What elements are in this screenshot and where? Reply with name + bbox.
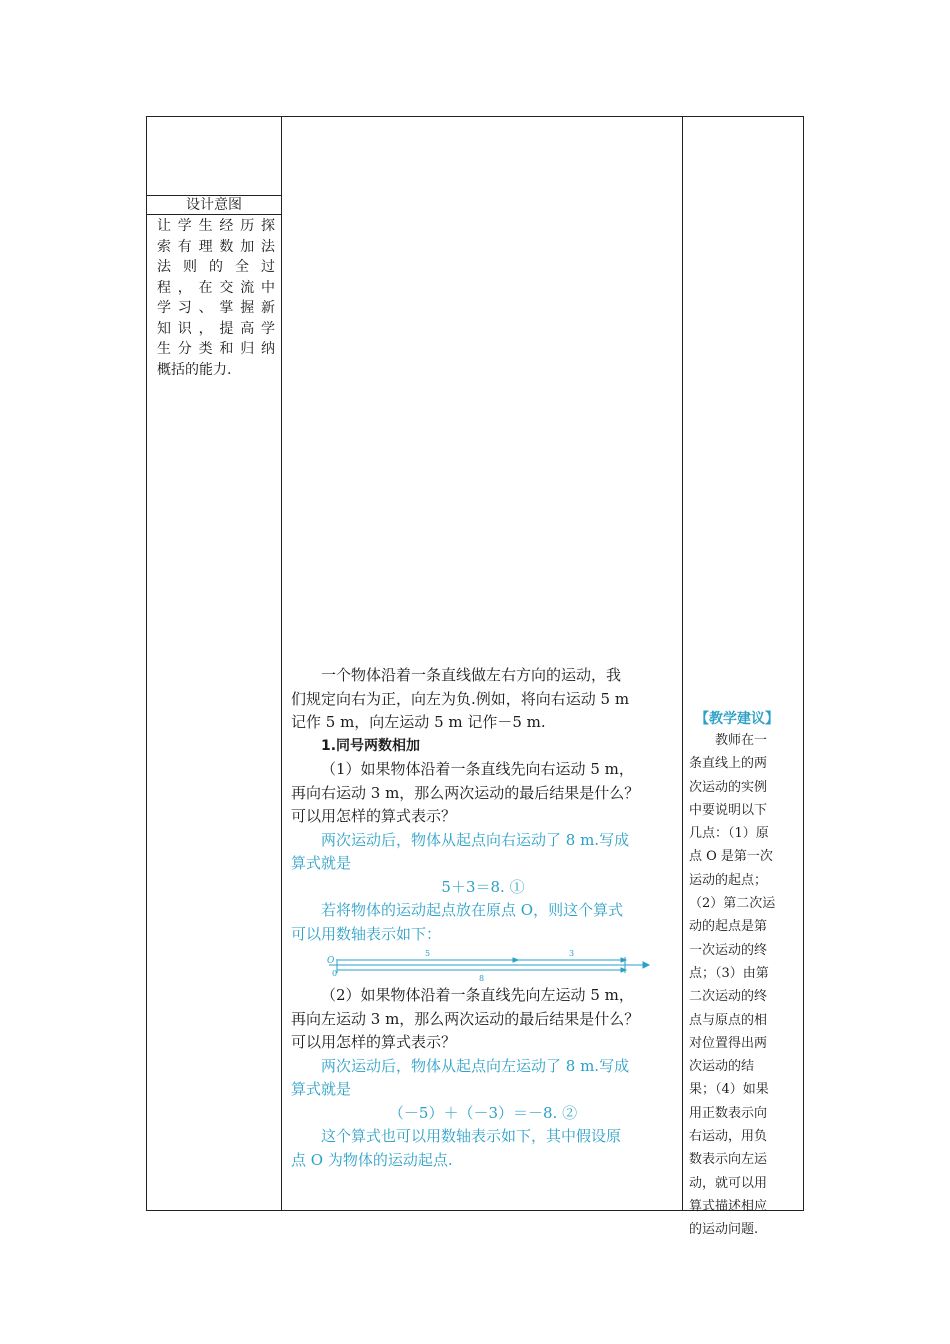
column-divider-right	[682, 117, 683, 1210]
tip-line: 运动的起点；	[689, 872, 768, 888]
tip-line: 用正数表示向	[689, 1105, 768, 1121]
segment-5-label: 5	[425, 949, 431, 958]
tip-line: 算式描述相应	[689, 1198, 768, 1214]
tip-line: 条直线上的两	[689, 756, 768, 772]
answer-1-line: 两次运动后，物体从起点向右运动了 8 m.写成	[321, 830, 630, 849]
tip-line: 的运动问题.	[689, 1222, 759, 1238]
answer-1-line: 算式就是	[291, 854, 352, 872]
question-1-line: 再向右运动 3 m，那么两次运动的最后结果是什么？	[291, 783, 640, 802]
teaching-suggestion-header: 【教学建议】	[695, 711, 779, 727]
equation-1: 5＋3＝8. ①	[441, 877, 525, 896]
segment-8-label: 8	[479, 974, 485, 982]
tip-line: 果；（4）如果	[689, 1082, 769, 1098]
intent-line: 生分类和归纳	[157, 341, 275, 357]
answer-2b-line: 这个算式也可以用数轴表示如下，其中假设原	[321, 1127, 622, 1145]
intent-line: 让学生经历探	[157, 218, 275, 234]
design-intent-text	[157, 216, 275, 380]
tip-line: 中要说明以下	[689, 802, 768, 818]
tip-line: 点与原点的相	[689, 1012, 768, 1028]
tip-line: 次运动的实例	[689, 779, 768, 795]
tip-line: 对位置得出两	[689, 1035, 768, 1051]
question-1-line: 可以用怎样的算式表示？	[291, 807, 457, 825]
axis-arrowhead	[643, 962, 649, 968]
intro-line: 记作 5 m，向左运动 5 m 记作－5 m.	[291, 713, 546, 731]
section-title: 1.同号两数相加	[321, 737, 421, 754]
tip-line: 几点：（1）原	[689, 826, 769, 842]
origin-label: O	[327, 956, 335, 966]
tip-line: 动的起点是第	[689, 919, 768, 935]
column-divider-left	[281, 117, 282, 1210]
tip-line: 数表示向左运	[689, 1152, 768, 1168]
answer-1b-line: 若将物体的运动起点放在原点 O，则这个算式	[321, 901, 624, 919]
tip-line: （2）第二次运	[689, 896, 776, 912]
number-line-svg	[291, 948, 675, 982]
intent-line: 学习、掌握新	[157, 300, 275, 316]
question-2-line: （2）如果物体沿着一条直线先向左运动 5 m，	[321, 986, 634, 1004]
segment-3-label: 3	[569, 949, 575, 958]
intent-line: 知识，提高学	[157, 320, 275, 337]
question-2-line: 可以用怎样的算式表示？	[291, 1033, 457, 1051]
tip-line: 次运动的结	[689, 1059, 755, 1075]
question-2-line: 再向左运动 3 m，那么两次运动的最后结果是什么？	[291, 1009, 640, 1028]
intent-line: 程，在交流中	[157, 279, 275, 296]
header-rule-bottom	[147, 214, 281, 215]
equation-2: （－5）＋（－3）＝－8. ②	[388, 1103, 578, 1122]
intent-line: 索有理数加法	[157, 238, 275, 255]
intro-line: 一个物体沿着一条直线做左右方向的运动，我	[321, 666, 622, 684]
tip-line: 教师在一	[715, 733, 768, 748]
tip-line: 动，就可以用	[689, 1175, 768, 1191]
answer-2-line: 算式就是	[291, 1080, 352, 1098]
teaching-suggestion	[689, 709, 797, 1242]
intro-line: 们规定向右为正，向左为负.例如，将向右运动 5 m	[291, 689, 630, 708]
lesson-content	[291, 664, 675, 1172]
design-intent-header: 设计意图	[186, 197, 242, 213]
tip-line: 点 O 是第一次	[689, 849, 773, 865]
intent-line: 概括的能力.	[157, 361, 232, 378]
tip-line: 右运动，用负	[689, 1129, 768, 1145]
teaching-suggestion-text	[689, 729, 797, 1242]
zero-label: 0	[332, 969, 338, 978]
lesson-table	[146, 116, 804, 1238]
tip-line: 二次运动的终	[689, 989, 768, 1005]
question-1-line: （1）如果物体沿着一条直线先向右运动 5 m，	[321, 760, 634, 778]
intent-line: 法则的全过	[157, 259, 275, 275]
tip-line: 一次运动的终	[689, 942, 768, 958]
tip-line: 点；（3）由第	[689, 965, 769, 981]
number-line-diagram	[291, 948, 675, 982]
answer-2b-line: 点 O 为物体的运动起点.	[291, 1150, 453, 1169]
answer-1b-line: 可以用数轴表示如下：	[291, 924, 442, 943]
answer-2-line: 两次运动后，物体从起点向左运动了 8 m.写成	[321, 1056, 630, 1075]
